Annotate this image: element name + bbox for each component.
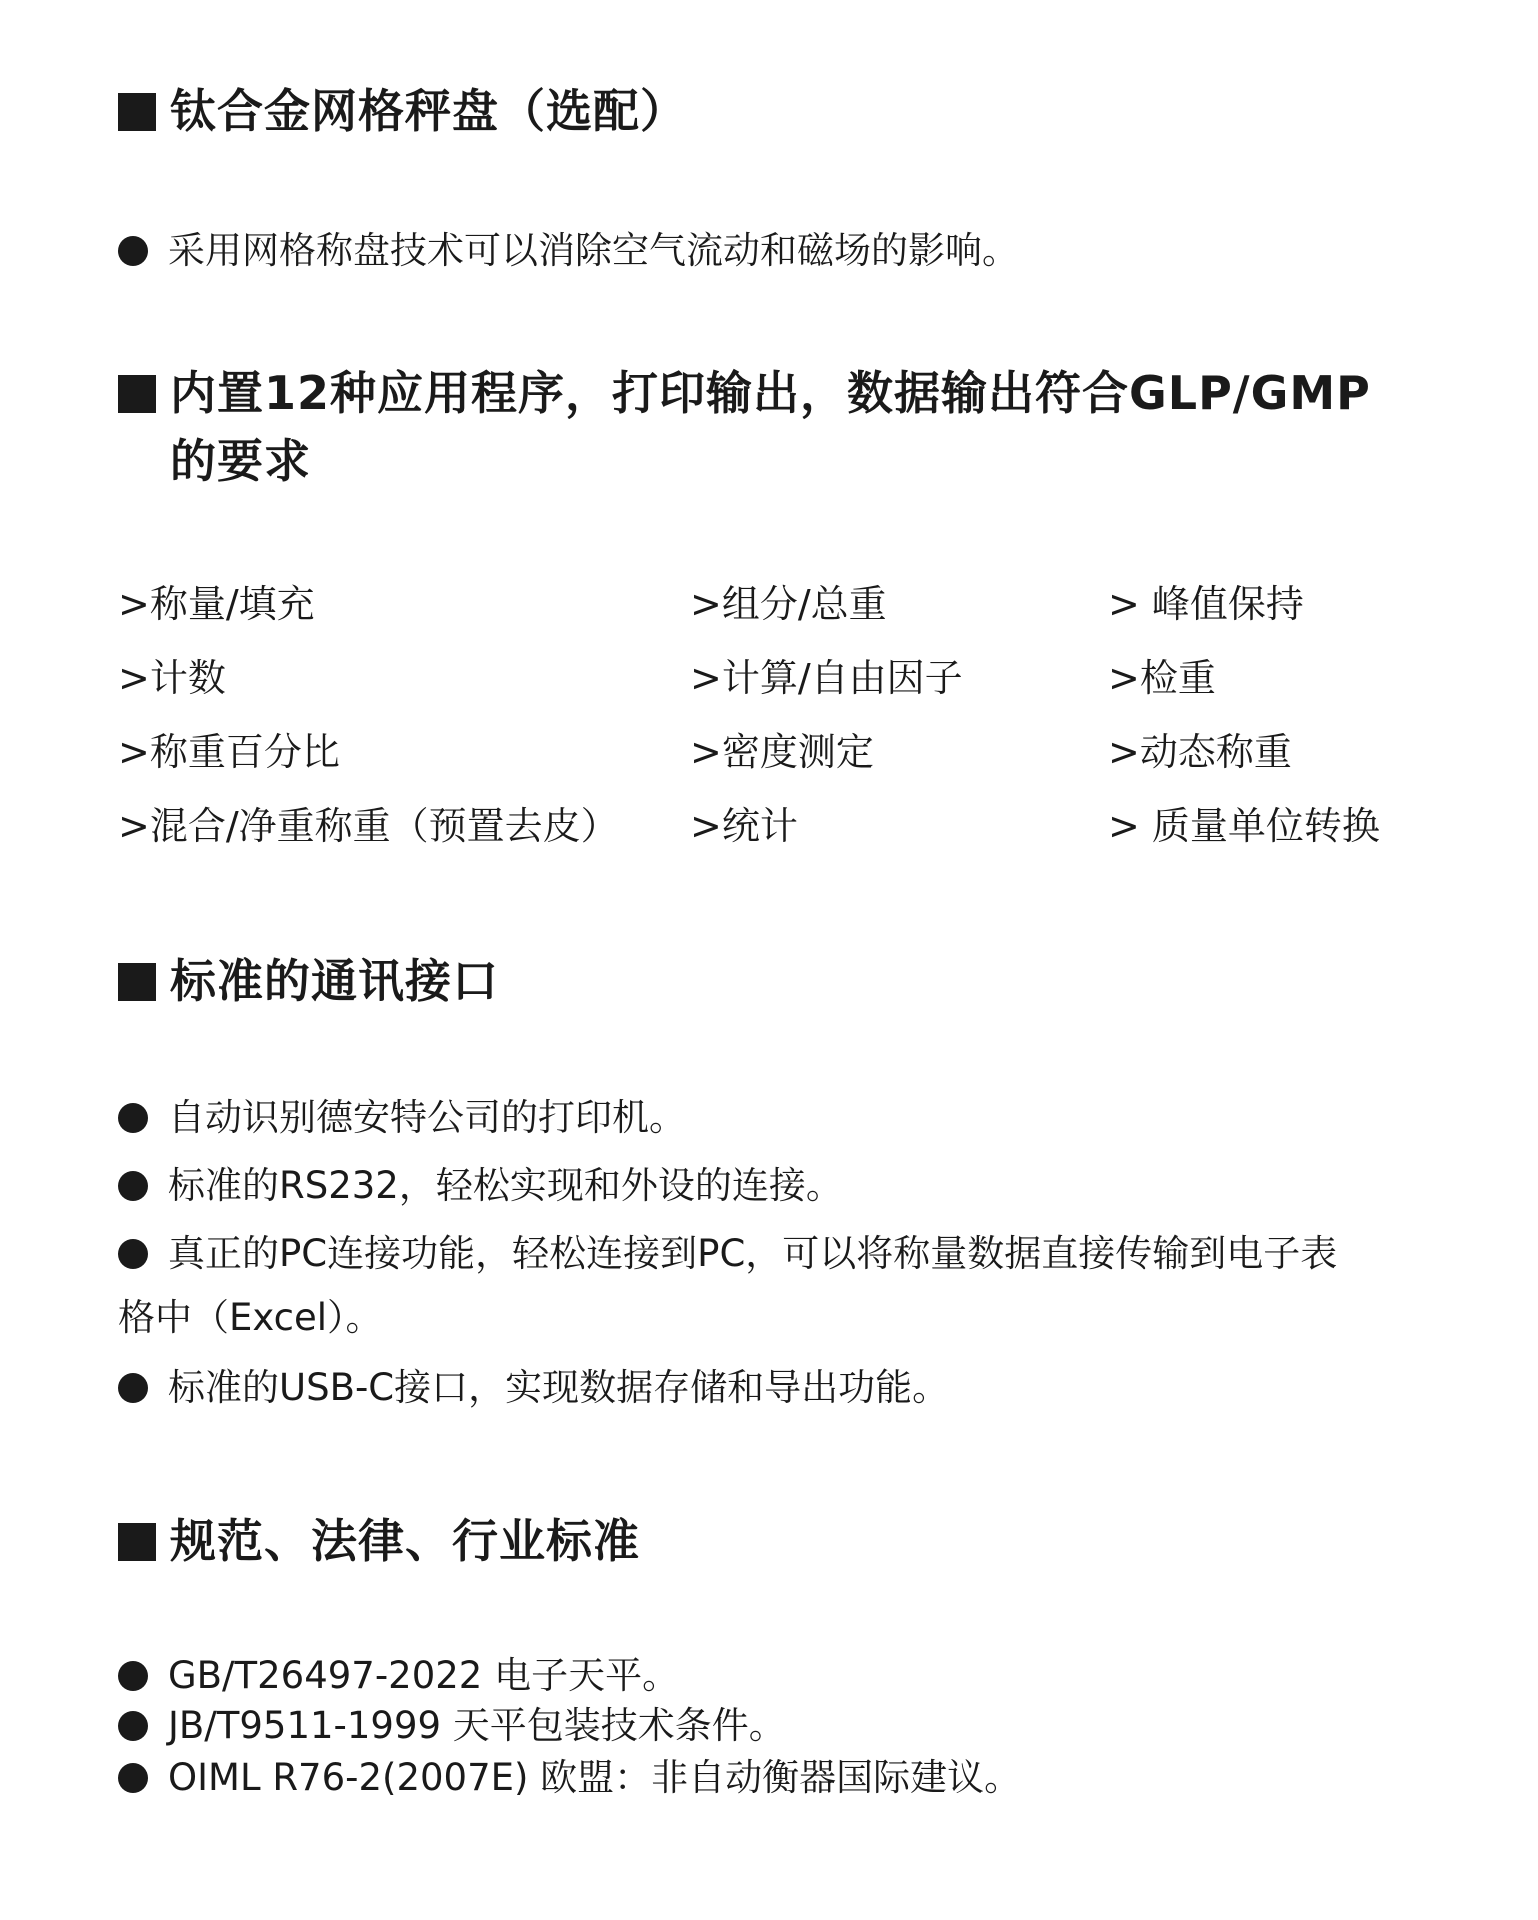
bullet-item: 真正的PC连接功能，轻松连接到PC，可以将称量数据直接传输到电子表: [118, 1228, 1337, 1280]
bullet-item: GB/T26497-2022 电子天平。: [118, 1650, 679, 1702]
circle-bullet-icon: [118, 236, 148, 266]
app-item: >组分/总重: [690, 582, 887, 626]
circle-bullet-icon: [118, 1171, 148, 1201]
app-item: >混合/净重称重（预置去皮）: [118, 804, 619, 848]
circle-bullet-icon: [118, 1661, 148, 1691]
square-bullet-icon: [118, 963, 156, 1001]
square-bullet-icon: [118, 93, 156, 131]
app-item: >密度测定: [690, 730, 874, 774]
square-bullet-icon: [118, 1523, 156, 1561]
app-item: > 峰值保持: [1108, 582, 1304, 626]
heading-text: 标准的通讯接口: [170, 954, 499, 1008]
bullet-item: OIML R76-2(2007E) 欧盟：非自动衡器国际建议。: [118, 1752, 1021, 1804]
circle-bullet-icon: [118, 1373, 148, 1403]
app-item: >计算/自由因子: [690, 656, 963, 700]
circle-bullet-icon: [118, 1711, 148, 1741]
heading-text: 规范、法律、行业标准: [170, 1514, 640, 1568]
app-item: >检重: [1108, 656, 1216, 700]
app-item: >称重百分比: [118, 730, 340, 774]
app-item: >统计: [690, 804, 798, 848]
section-heading-standards: [118, 1508, 640, 1574]
section-heading-applications: [118, 360, 1371, 426]
circle-bullet-icon: [118, 1103, 148, 1133]
section-heading-interfaces: [118, 948, 499, 1014]
bullet-item: 标准的RS232，轻松实现和外设的连接。: [118, 1160, 843, 1212]
bullet-item: 自动识别德安特公司的打印机。: [118, 1092, 686, 1144]
heading-text: 钛合金网格秤盘（选配）: [170, 84, 687, 138]
circle-bullet-icon: [118, 1763, 148, 1793]
bullet-item: 采用网格称盘技术可以消除空气流动和磁场的影响。: [118, 225, 1019, 277]
circle-bullet-icon: [118, 1239, 148, 1269]
section-heading-titanium-pan: [118, 78, 687, 144]
app-item: >计数: [118, 656, 226, 700]
bullet-item: 标准的USB-C接口，实现数据存储和导出功能。: [118, 1362, 949, 1414]
section-heading-applications-cont: 的要求: [170, 434, 311, 488]
app-item: >动态称重: [1108, 730, 1292, 774]
square-bullet-icon: [118, 375, 156, 413]
bullet-item-cont: 格中（Excel）。: [118, 1296, 383, 1339]
bullet-item: JB/T9511-1999 天平包装技术条件。: [118, 1700, 786, 1752]
app-item: >称量/填充: [118, 582, 315, 626]
heading-text: 内置12种应用程序，打印输出，数据输出符合GLP/GMP: [170, 366, 1371, 420]
app-item: > 质量单位转换: [1108, 804, 1380, 848]
